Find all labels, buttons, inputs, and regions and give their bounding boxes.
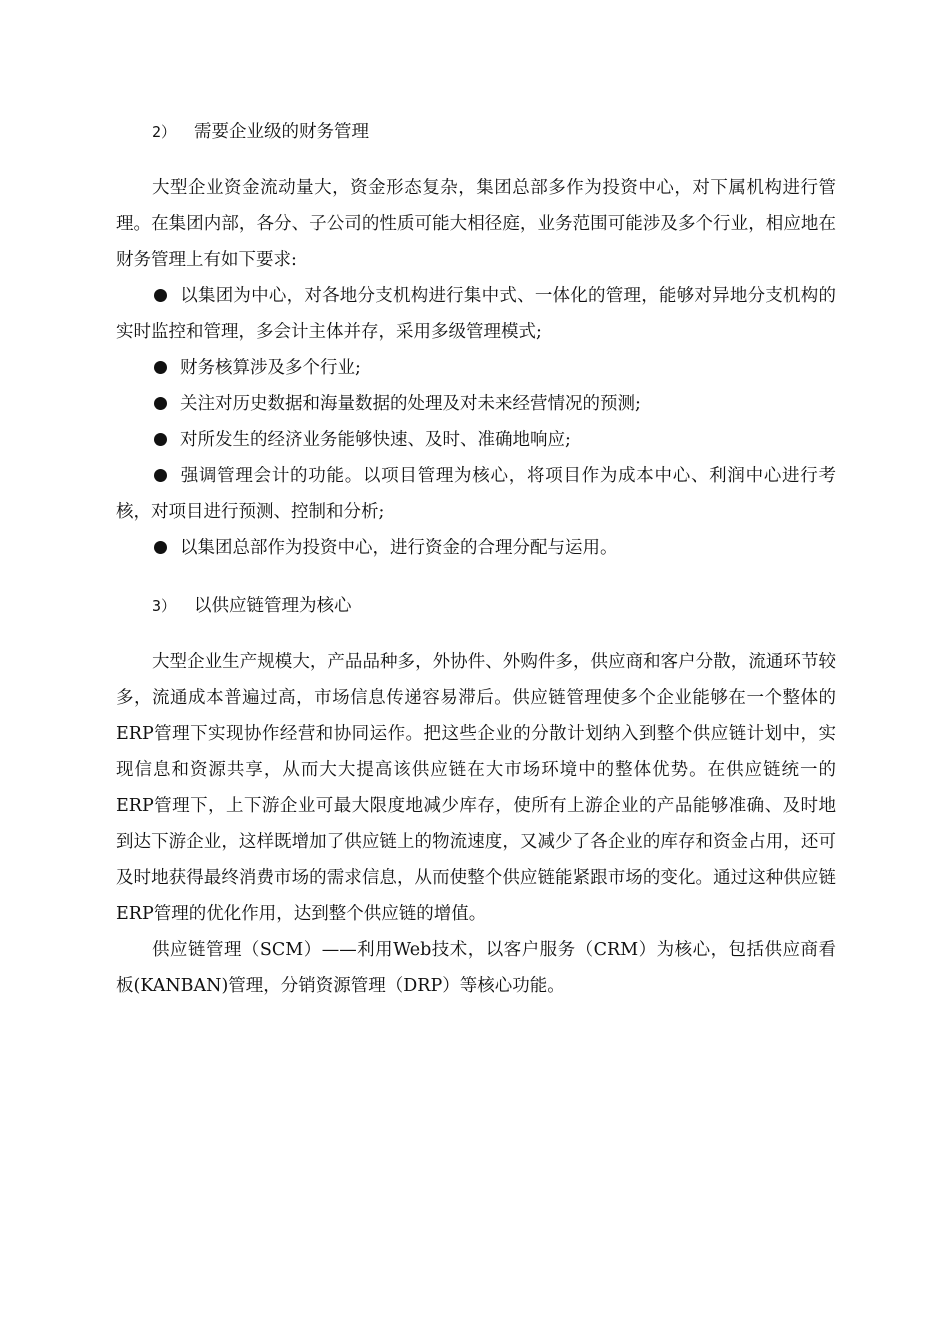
section-3-number: 3） <box>152 597 177 615</box>
bullet-dot-icon <box>154 397 167 410</box>
bullet-item <box>116 278 836 350</box>
bullet-dot-icon <box>154 469 167 482</box>
bullet-dot-icon <box>154 361 167 374</box>
section-3-heading <box>116 588 836 624</box>
bullet-text: 对所发生的经济业务能够快速、及时、准确地响应; <box>180 430 571 450</box>
section-3-paragraph: 供应链管理（SCM）——利用Web技术，以客户服务（CRM）为核心，包括供应商看板(KANBAN)管理，分销资源管理（DRP）等核心功能。 <box>116 940 836 996</box>
document-page <box>116 114 836 1004</box>
bullet-text: 关注对历史数据和海量数据的处理及对未来经营情况的预测; <box>180 394 641 414</box>
bullet-text: 以集团为中心，对各地分支机构进行集中式、一体化的管理，能够对异地分支机构的实时监控和管理，多会计主体并存，采用多级管理模式; <box>116 286 836 342</box>
bullet-dot-icon <box>154 541 167 554</box>
section-2-number: 2） <box>152 123 177 141</box>
section-3-paragraph: 大型企业生产规模大，产品品种多，外协件、外购件多，供应商和客户分散，流通环节较多，流通成本普遍过高，市场信息传递容易滞后。供应链管理使多个企业能够在一个整体的ERP管理下实现协作经营和协同运作。把这些企业的分散计划纳入到整个供应链计划中，实现信息和资源共享，从而大大提高该供应链在大市场环境中的整体优势。在供应链统一的ERP管理下，上下游企业可最大限度地减少库存，使所有上游企业的产品能够准确、及时地到达下游企业，这样既增加了供应链上的物流速度，又减少了各企业的库存和资金占用，还可及时地获得最终消费市场的需求信息，从而使整个供应链能紧跟市场的变化。通过这种供应链ERP管理的优化作用，达到整个供应链的增值。 <box>116 652 836 924</box>
section-3-title: 以供应链管理为核心 <box>194 596 352 616</box>
bullet-text: 财务核算涉及多个行业; <box>180 358 361 378</box>
section-2-intro: 大型企业资金流动量大，资金形态复杂，集团总部多作为投资中心，对下属机构进行管理。在集团内部，各分、子公司的性质可能大相径庭，业务范围可能涉及多个行业，相应地在财务管理上有如下要求: <box>116 178 836 270</box>
bullet-text: 以集团总部作为投资中心，进行资金的合理分配与运用。 <box>180 538 618 558</box>
bullet-dot-icon <box>154 289 167 302</box>
bullet-item <box>116 422 836 458</box>
bullet-dot-icon <box>154 433 167 446</box>
section-2-heading <box>116 114 836 150</box>
bullet-text: 强调管理会计的功能。以项目管理为核心，将项目作为成本中心、利润中心进行考核，对项目进行预测、控制和分析; <box>116 466 836 522</box>
bullet-item <box>116 386 836 422</box>
bullet-item <box>116 458 836 530</box>
bullet-item <box>116 530 836 566</box>
bullet-item <box>116 350 836 386</box>
section-2-title: 需要企业级的财务管理 <box>194 122 370 142</box>
